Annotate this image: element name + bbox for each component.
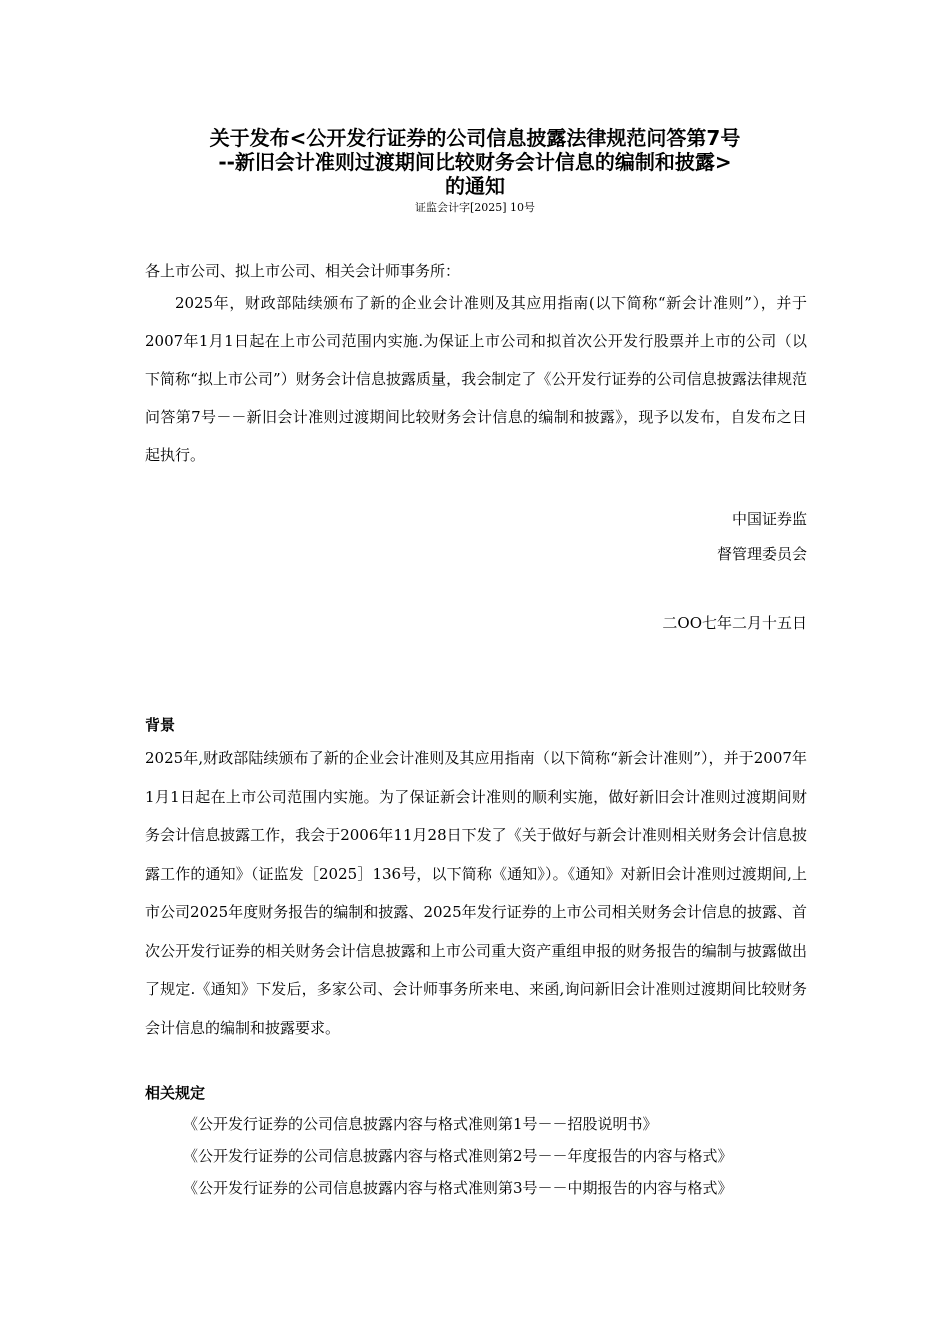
regulation-item: 《公开发行证券的公司信息披露内容与格式准则第3号－－中期报告的内容与格式》 [183, 1179, 733, 1197]
regulation-list [145, 1108, 807, 1204]
intro-paragraph: 2025年，财政部陆续颁布了新的企业会计准则及其应用指南(以下简称“新会计准则”），并于2007年1月1日起在上市公司范围内实施.为保证上市公司和拟首次公开发行股票并上市的公司（以下简称“拟上市公司”）财务会计信息披露质量，我会制定了《公开发行证券的公司信息披露法律规范问答第7号－－新旧会计准则过渡期间比较财务会计信息的编制和披露》，现予以发布，自发布之日起执行。 [145, 294, 807, 464]
signature-line-2: 督管理委员会 [716, 545, 807, 563]
signature-date: 二OO七年二月十五日 [662, 614, 807, 632]
regulation-item: 《公开发行证券的公司信息披露内容与格式准则第1号－－招股说明书》 [183, 1115, 658, 1133]
title-line-2: --新旧会计准则过渡期间比较财务会计信息的编制和披露> [218, 150, 732, 174]
regulation-item: 《公开发行证券的公司信息披露内容与格式准则第2号－－年度报告的内容与格式》 [183, 1147, 733, 1165]
title-line-1: 关于发布<公开发行证券的公司信息披露法律规范问答第7号 [209, 126, 741, 150]
salutation: 各上市公司、拟上市公司、相关会计师事务所： [145, 262, 461, 280]
background-paragraph: 2025年,财政部陆续颁布了新的企业会计准则及其应用指南（以下简称“新会计准则”），并于2007年1月1日起在上市公司范围内实施。为了保证新会计准则的顺利实施，做好新旧会计准则过渡期间财务会计信息披露工作，我会于2006年11月28日下发了《关于做好与新会计准则相关财务会计信息披露工作的通知》（证监发［2025］136号，以下简称《通知》）。《通知》对新旧会计准则过渡期间,上市公司2025年度财务报告的编制和披露、2025年发行证券的上市公司相关财务会计信息的披露、首次公开发行证券的相关财务会计信息披露和上市公司重大资产重组申报的财务报告的编制与披露做出了规定.《通知》下发后，多家公司、会计师事务所来电、来函,询问新旧会计准则过渡期间比较财务会计信息的编制和披露要求。 [145, 749, 807, 1037]
title-block [145, 126, 805, 216]
signature-line-1: 中国证券监 [731, 510, 807, 528]
title-line-3: 的通知 [445, 174, 505, 198]
background-heading: 背景 [145, 716, 176, 734]
document-number: 证监会计字[2025] 10号 [414, 201, 536, 214]
regulations-heading: 相关规定 [145, 1084, 206, 1102]
